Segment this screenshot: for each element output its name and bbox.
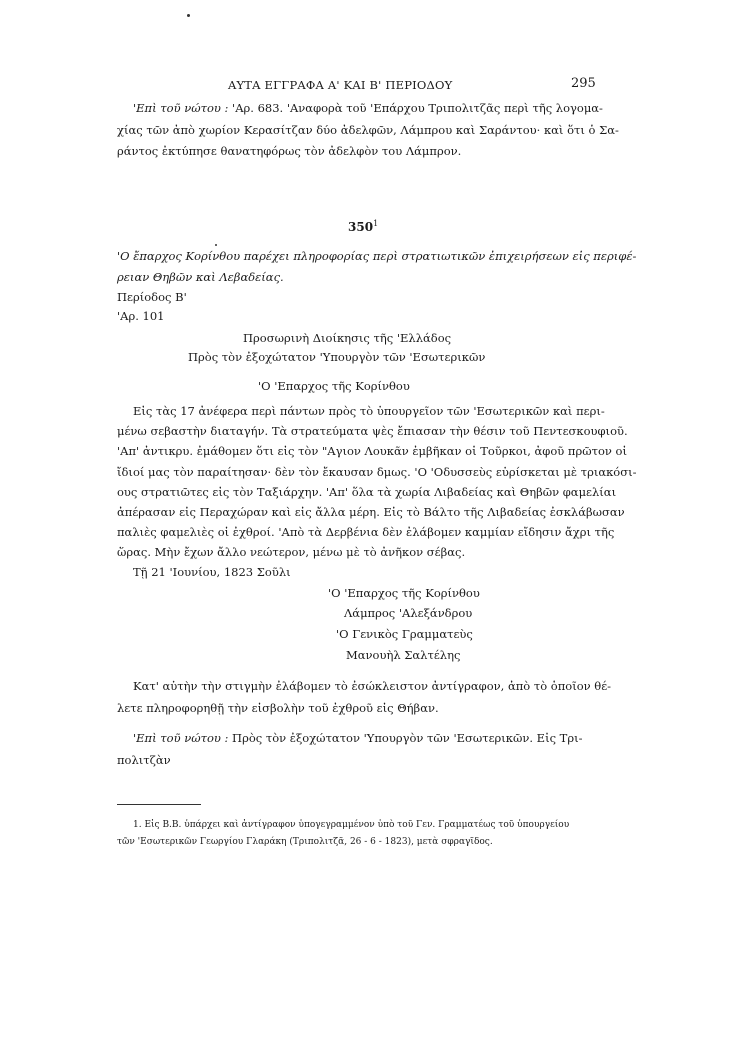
signature-line: 'Ο 'Επαρχος τῆς Κορίνθου <box>328 586 480 600</box>
footnote-line: 1. Εἰς Β.Β. ὑπάρχει καὶ ἀντίγραφον ὑπογεγραμμένον ὑπὸ τοῦ Γεν. Γραμματέως τοῦ ὑπουργείου <box>133 820 570 830</box>
back-note-line: πολιτζὰν <box>117 753 171 767</box>
page-number: 295 <box>571 76 596 91</box>
scan-speck <box>215 244 217 246</box>
period-label: Περίοδος Β' <box>117 290 187 304</box>
back-note-label: 'Επὶ τοῦ νώτου : <box>133 731 229 745</box>
running-title: ΑΥΤΑ ΕΓΓΡΑΦΑ Α' ΚΑΙ Β' ΠΕΡΙΟΔΟΥ <box>228 78 453 92</box>
letter-body-line: Εἰς τὰς 17 ἀνέφερα περὶ πάντων πρὸς τὸ ὑπουργεῖον τῶν 'Εσωτερικῶν καὶ περι- <box>133 404 605 418</box>
letter-date: Τῇ 21 'Ιουνίου, 1823 Σοῦλι <box>133 565 291 579</box>
back-note-line <box>133 733 583 745</box>
top-note-line: χίας τῶν ἀπὸ χωρίον Κερασίτζαν δύο ἀδελφῶν, Λάμπρου καὶ Σαράντου· καὶ ὅτι ὁ Σα- <box>117 123 619 137</box>
archive-number: 'Αρ. 101 <box>117 309 165 323</box>
top-note-line <box>133 103 603 115</box>
signature-line: Μανουὴλ Σαλτέλης <box>346 648 461 662</box>
document-summary: 'Ο ἔπαρχος Κορίνθου παρέχει πληροφορίας περὶ στρατιωτικῶν ἐπιχειρήσεων εἰς περιφέ- <box>117 249 637 263</box>
letter-body-line: 'Απ' ἀντικρυ. ἐμάθομεν ὅτι εἰς τὸν "Αγιον Λουκᾶν ἐμβῆκαν οἱ Τοῦρκοι, ἀφοῦ πρῶτον οἱ <box>117 444 627 458</box>
footnote-line: τῶν 'Εσωτερικῶν Γεωργίου Γλαράκη (Τριπολιτζᾶ, 26 - 6 - 1823), μετὰ σφραγῖδος. <box>117 837 493 847</box>
signature-line: Λάμπρος 'Αλεξάνδρου <box>344 606 473 620</box>
back-note-text: Πρὸς τὸν ἐξοχώτατον 'Υπουργὸν τῶν 'Εσωτερικῶν. Εἰς Τρι- <box>232 731 583 745</box>
postscript-line: λετε πληροφορηθῇ τὴν εἰσβολὴν τοῦ ἐχθροῦ εἰς Θήβαν. <box>117 701 439 715</box>
top-note-line: ράντος ἐκτύπησε θανατηφόρως τὸν ἀδελφὸν του Λάμπρον. <box>117 144 462 158</box>
letter-body-line: ἀπέρασαν εἰς Περαχώραν καὶ εἰς ἄλλα μέρη. Εἰς τὸ Βάλτο τῆς Λιβαδείας ἐσκλάβωσαν <box>117 505 625 519</box>
scan-speck <box>187 14 190 17</box>
letter-body-line: μένω σεβαστὴν διαταγήν. Τὰ στρατεύματα ψὲς ἔπιασαν τὴν θέσιν τοῦ Πεντεσκουφιοῦ. <box>117 424 628 438</box>
footnote-marker: 1 <box>373 219 379 228</box>
letter-body-line: ὥρας. Μὴν ἔχων ἄλλο νεώτερον, μένω μὲ τὸ ἀνῆκον σέβας. <box>117 545 466 559</box>
document-number <box>348 219 378 234</box>
letter-body-line: ἴδιοί μας τὸν παραίτησαν· δὲν τὸν ἔκαυσαν δμως. 'Ο 'Οδυσσεὺς εὑρίσκεται μὲ τριακόσι- <box>117 465 637 479</box>
signature-line: 'Ο Γενικὸς Γραμματεὺς <box>336 627 473 641</box>
back-note-label: 'Επὶ τοῦ νώτου : <box>133 101 229 115</box>
document-summary: ρειαν Θηβῶν καὶ Λεβαδείας. <box>117 270 284 284</box>
postscript-line: Κατ' αὐτὴν τὴν στιγμὴν ἐλάβομεν τὸ ἐσώκλειστον ἀντίγραφον, ἀπὸ τὸ ὁποῖον θέ- <box>133 679 612 693</box>
footnote-rule <box>117 804 201 805</box>
letter-sender: 'Ο 'Επαρχος τῆς Κορίνθου <box>258 379 410 393</box>
letter-body-line: παλιὲς φαμελιὲς οἱ ἐχθροί. 'Απὸ τὰ Δερβένια δὲν ἐλάβομεν καμμίαν εἴδησιν ἄχρι τῆς <box>117 525 615 539</box>
letter-addressee: Πρὸς τὸν ἐξοχώτατον 'Υπουργὸν τῶν 'Εσωτερικῶν <box>188 350 486 364</box>
top-note-text: 'Αρ. 683. 'Αναφορὰ τοῦ 'Επάρχου Τριπολιτζᾶς περὶ τῆς λογομα- <box>232 101 603 115</box>
document-number-value: 350 <box>348 220 374 234</box>
letter-heading: Προσωρινὴ Διοίκησις τῆς 'Ελλάδος <box>243 331 452 345</box>
letter-body-line: ους στρατιῶτες εἰς τὸν Ταξιάρχην. 'Απ' ὅλα τὰ χωρία Λιβαδείας καὶ Θηβῶν φαμελίαι <box>117 485 617 499</box>
